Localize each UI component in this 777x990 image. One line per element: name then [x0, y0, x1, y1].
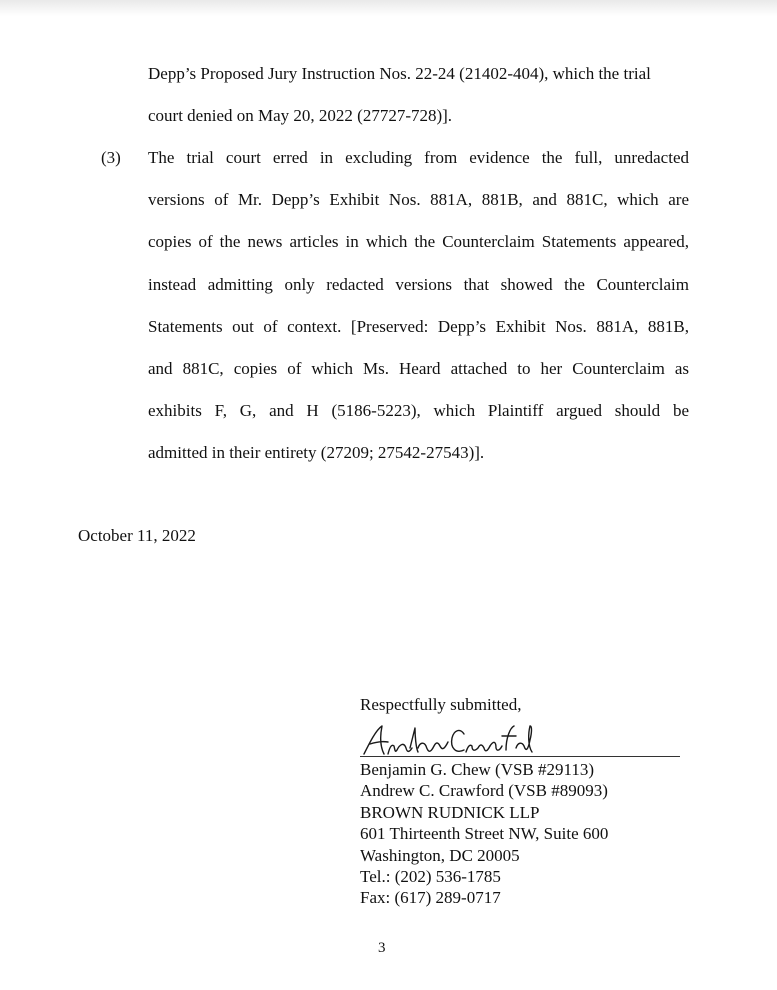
item-number: (3): [101, 148, 121, 167]
item-3-paragraph: [148, 137, 689, 475]
text-line: and 881C, copies of which Ms. Heard attached to her Counterclaim as: [148, 358, 689, 378]
text-line: Depp’s Proposed Jury Instruction Nos. 22-24 (21402-404), which the trial: [148, 64, 651, 83]
signatory-line: Fax: (617) 289-0717: [360, 888, 501, 908]
signatory-line: Washington, DC 20005: [360, 845, 520, 865]
signature-line: [360, 734, 680, 757]
text-line: copies of the news articles in which the Counterclaim Statements appeared,: [148, 232, 689, 252]
page-number: 3: [378, 940, 386, 956]
signatory-line: BROWN RUDNICK LLP: [360, 802, 540, 822]
text-line: admitted in their entirety (27209; 27542-27543)].: [148, 443, 485, 463]
continued-paragraph: [148, 53, 689, 137]
text-line: Statements out of context. [Preserved: Depp’s Exhibit Nos. 881A, 881B,: [148, 316, 689, 336]
signatory-line: Tel.: (202) 536-1785: [360, 867, 501, 887]
signature-block: [360, 695, 690, 908]
signatory-line: Andrew C. Crawford (VSB #89093): [360, 781, 608, 801]
text-line: versions of Mr. Depp’s Exhibit Nos. 881A, 881B, and 881C, which are: [148, 190, 689, 210]
handwritten-signature: [360, 720, 540, 760]
text-line: The trial court erred in excluding from evidence the full, unredacted: [148, 148, 689, 167]
signatory-line: Benjamin G. Chew (VSB #29113): [360, 760, 595, 779]
text-line: court denied on May 20, 2022 (27727-728)].: [148, 106, 453, 126]
signatory-line: 601 Thirteenth Street NW, Suite 600: [360, 824, 609, 844]
signatory-address: [360, 759, 608, 909]
text-line: instead admitting only redacted versions that showed the Counterclaim: [148, 274, 689, 294]
closing-phrase: Respectfully submitted,: [360, 695, 522, 714]
text-line: exhibits F, G, and H (5186-5223), which Plaintiff argued should be: [148, 401, 689, 421]
filing-date: October 11, 2022: [78, 526, 196, 545]
viewer-top-shadow: [0, 0, 777, 16]
